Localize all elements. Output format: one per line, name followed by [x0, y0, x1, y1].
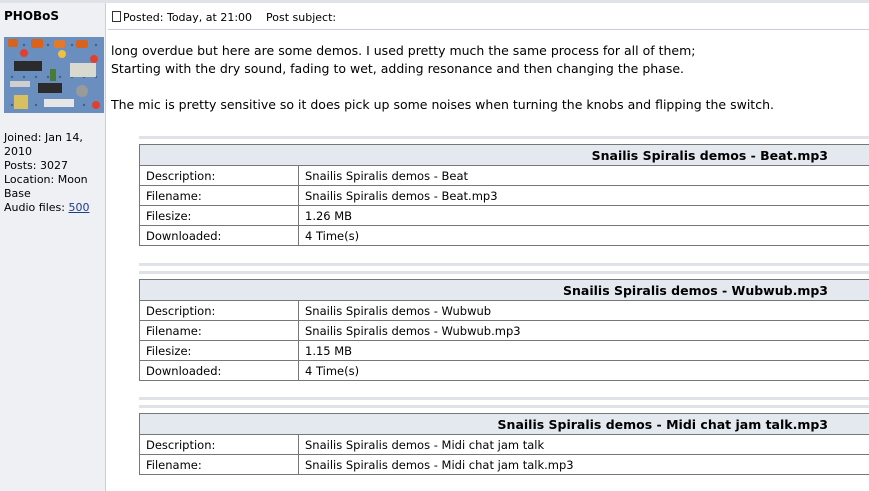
attachment-block	[139, 136, 869, 246]
post-date: Posted: Today, at 21:00	[123, 11, 253, 24]
row-label: Description:	[140, 301, 299, 321]
attachment-block	[139, 263, 869, 381]
row-label: Filename:	[140, 186, 299, 206]
row-value: Snailis Spiralis demos - Wubwub.mp3	[299, 321, 869, 341]
attachment-title[interactable]: Snailis Spiralis demos - Midi chat jam talk.mp3	[140, 414, 869, 435]
avatar	[4, 37, 104, 113]
attachment-title[interactable]: Snailis Spiralis demos - Wubwub.mp3	[140, 280, 869, 301]
table-row	[140, 341, 869, 361]
row-label: Filesize:	[140, 206, 299, 226]
row-value: 4 Time(s)	[299, 361, 869, 381]
row-label: Description:	[140, 435, 299, 455]
attachment-separator	[139, 405, 869, 408]
row-value: Snailis Spiralis demos - Beat.mp3	[299, 186, 869, 206]
post-count: Posts: 3027	[4, 159, 68, 172]
attachment-separator	[139, 271, 869, 274]
audio-files	[4, 201, 100, 215]
row-value: 1.26 MB	[299, 206, 869, 226]
avatar-image	[4, 37, 104, 113]
post-body	[111, 42, 774, 114]
table-row	[140, 435, 869, 455]
table-row	[140, 321, 869, 341]
row-label: Description:	[140, 166, 299, 186]
row-value: Snailis Spiralis demos - Midi chat jam talk	[299, 435, 869, 455]
row-value: 1.15 MB	[299, 341, 869, 361]
post-header	[112, 11, 336, 24]
table-row	[140, 186, 869, 206]
attachment-table	[139, 144, 869, 246]
attachment-separator	[139, 263, 869, 266]
post-icon[interactable]	[112, 11, 121, 22]
attachment-title[interactable]: Snailis Spiralis demos - Beat.mp3	[140, 145, 869, 166]
post-subject-label: Post subject:	[266, 11, 337, 24]
row-label: Downloaded:	[140, 361, 299, 381]
audio-files-label: Audio files:	[4, 201, 69, 214]
row-value: Snailis Spiralis demos - Wubwub	[299, 301, 869, 321]
user-info	[4, 131, 100, 215]
top-divider	[0, 0, 869, 3]
table-row	[140, 226, 869, 246]
username[interactable]: PHOBoS	[4, 9, 60, 23]
user-location: Location: Moon Base	[4, 173, 88, 200]
row-label: Downloaded:	[140, 226, 299, 246]
row-value: Snailis Spiralis demos - Midi chat jam talk.mp3	[299, 455, 869, 475]
attachment-table	[139, 413, 869, 475]
post-line: The mic is pretty sensitive so it does pick up some noises when turning the knobs and flipping the switch.	[111, 97, 774, 112]
table-row	[140, 301, 869, 321]
row-label: Filename:	[140, 321, 299, 341]
post-line: long overdue but here are some demos. I used pretty much the same process for all of them;	[111, 43, 696, 58]
row-label: Filesize:	[140, 341, 299, 361]
row-value: 4 Time(s)	[299, 226, 869, 246]
attachment-block	[139, 397, 869, 475]
table-row	[140, 361, 869, 381]
attachment-separator	[139, 397, 869, 400]
attachment-table	[139, 279, 869, 381]
post-header-divider	[108, 29, 869, 30]
audio-files-link[interactable]: 500	[68, 201, 90, 214]
post-line: Starting with the dry sound, fading to wet, adding resonance and then changing the phase.	[111, 61, 685, 76]
table-row	[140, 455, 869, 475]
table-row	[140, 166, 869, 186]
user-sidebar	[0, 3, 106, 491]
joined-date: Joined: Jan 14, 2010	[4, 131, 83, 158]
attachment-separator	[139, 136, 869, 139]
row-value: Snailis Spiralis demos - Beat	[299, 166, 869, 186]
table-row	[140, 206, 869, 226]
row-label: Filename:	[140, 455, 299, 475]
